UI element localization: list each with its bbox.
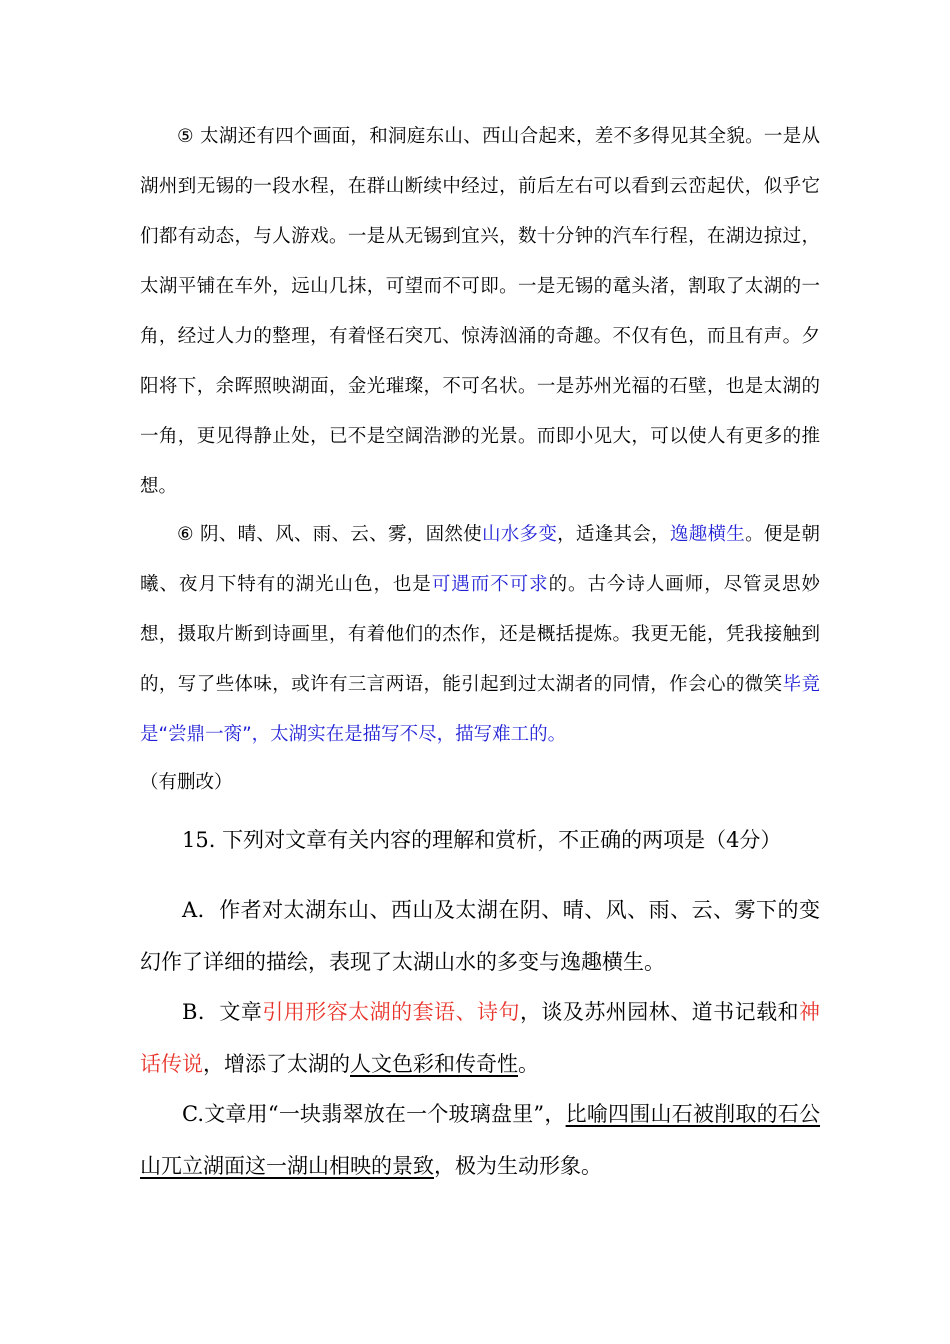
option-b-text: B．文章 <box>182 1000 263 1024</box>
highlight-conclusion: 毕竟是“尝鼎一脔”，太湖实在是描写不尽，描写难工的。 <box>140 674 820 745</box>
option-a-text: A．作者对太湖东山、西山及太湖在阴、晴、风、雨、云、雾下的变幻作了详细的描绘，表现了太湖山水的多变与逸趣横生。 <box>140 898 820 974</box>
paragraph-6-text: 的。古今诗人画师，尽管灵思妙想，摄取片断到诗画里，有着他们的杰作，还是概括提炼。我更无能，凭我接触到的，写了些体味，或许有三言两语，能引起到过太湖者的同情，作会心的微笑 <box>140 574 820 695</box>
source-note-text: （有删改） <box>140 772 233 793</box>
question-15-stem-text: 15. 下列对文章有关内容的理解和赏析，不正确的两项是（4分） <box>182 828 782 852</box>
question-15-stem <box>140 826 820 854</box>
paragraph-6-text: ⑥ 阴、晴、风、雨、云、雾，固然使 <box>177 524 482 545</box>
passage-paragraph-6 <box>140 510 820 760</box>
highlight-keyu-bukeqiu: 可遇而不可求 <box>431 574 549 595</box>
option-b-text: 。 <box>518 1052 539 1076</box>
question-15-option-a <box>140 884 820 988</box>
option-c-underlined: 比喻四围山石被削取的石公山兀立湖面这一湖山相映的景致 <box>140 1102 821 1178</box>
option-c-text: ，极为生动形象。 <box>434 1154 602 1178</box>
highlight-yiqu-hengsheng: 逸趣横生 <box>669 524 746 545</box>
option-b-red-quote: 引用形容太湖的套语、诗句 <box>262 1000 520 1024</box>
highlight-shanshui-duobian: 山水多变 <box>481 524 558 545</box>
option-b-underlined: 人文色彩和传奇性 <box>350 1052 518 1076</box>
option-c-text: C.文章用“一块翡翠放在一个玻璃盘里”， <box>182 1102 566 1126</box>
option-b-red-legend: 神话传说 <box>140 1000 821 1076</box>
option-b-text: ，增添了太湖的 <box>203 1052 350 1076</box>
paragraph-6-text: 。便是朝曦、夜月下特有的湖光山色，也是 <box>140 524 820 595</box>
question-15-option-b <box>140 986 820 1090</box>
option-b-text: ，谈及苏州园林、道书记载和 <box>519 1000 800 1024</box>
paragraph-6-text: ，适逢其会， <box>557 524 670 545</box>
paragraph-5-text: ⑤ 太湖还有四个画面，和洞庭东山、西山合起来，差不多得见其全貌。一是从湖州到无锡的一段水程，在群山断续中经过，前后左右可以看到云峦起伏，似乎它们都有动态，与人游戏。一是从无锡到宜兴，数十分钟的汽车行程，在湖边掠过，太湖平铺在车外，远山几抹，可望而不可即。一是无锡的鼋头渚，割取了太湖的一角，经过人力的整理，有着怪石突兀、惊涛汹涌的奇趣。不仅有色，而且有声。夕阳将下，余晖照映湖面，金光璀璨，不可名状。一是苏州光福的石壁，也是太湖的一角，更见得静止处，已不是空阔浩渺的光景。而即小见大，可以使人有更多的推想。 <box>140 126 820 497</box>
passage-paragraph-5 <box>140 112 820 512</box>
question-15-option-c <box>140 1088 820 1192</box>
source-note <box>140 758 820 808</box>
